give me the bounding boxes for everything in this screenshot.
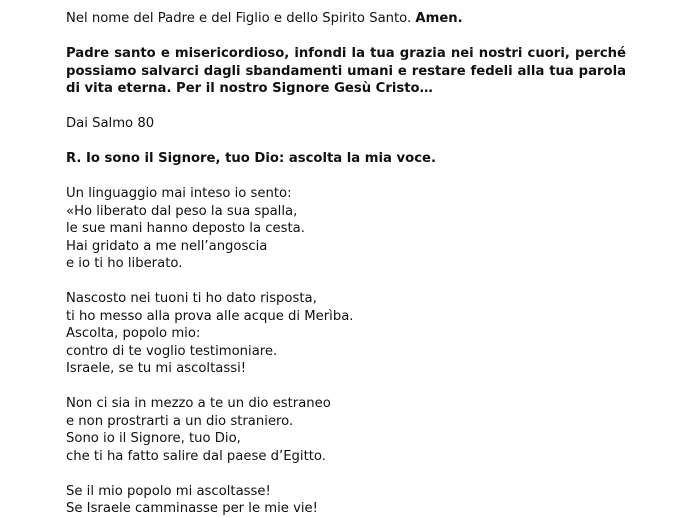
psalm-verse: contro di te voglio testimoniare. bbox=[66, 343, 278, 359]
psalm-stanza-2 bbox=[66, 290, 626, 378]
psalm-verse: Non ci sia in mezzo a te un dio estraneo bbox=[66, 396, 331, 411]
opening-text: Nel nome del Padre e del Figlio e dello Spirito Santo. bbox=[66, 11, 416, 26]
psalm-verse: e non prostrarti a un dio straniero. bbox=[66, 413, 294, 429]
psalm-stanza-1 bbox=[66, 185, 626, 273]
document-page bbox=[66, 10, 626, 518]
psalm-verse: Ascolta, popolo mio: bbox=[66, 326, 201, 341]
psalm-verse: Israele, se tu mi ascoltassi! bbox=[66, 361, 247, 376]
psalm-verse: e io ti ho liberato. bbox=[66, 256, 183, 271]
psalm-verse: Hai gridato a me nell’angoscia bbox=[66, 238, 268, 254]
psalm-refrain: R. Io sono il Signore, tuo Dio: ascolta la mia voce. bbox=[66, 151, 436, 166]
psalm-stanza-3 bbox=[66, 395, 626, 465]
psalm-verse: Se il mio popolo mi ascoltasse! bbox=[66, 483, 271, 499]
psalm-verse: «Ho liberato dal peso la sua spalla, bbox=[66, 203, 298, 219]
psalm-source: Dai Salmo 80 bbox=[66, 116, 155, 131]
psalm-verse: Se Israele camminasse per le mie vie! bbox=[66, 501, 318, 516]
psalm-verse: ti ho messo alla prova alle acque di Merìba. bbox=[66, 308, 354, 324]
psalm-verse: Un linguaggio mai inteso io sento: bbox=[66, 186, 292, 201]
psalm-verse: che ti ha fatto salire dal paese d’Egitto. bbox=[66, 448, 326, 464]
psalm-verse: Nascosto nei tuoni ti ho dato risposta, bbox=[66, 291, 317, 306]
psalm-stanza-4 bbox=[66, 483, 626, 518]
opening-invocation bbox=[66, 10, 626, 28]
opening-prayer: Padre santo e misericordioso, infondi la tua grazia nei nostri cuori, perché possiamo salvarci dagli sbandamenti umani e restare fedeli alla tua parola di vita eterna. Per il nostro Signore Gesù Cristo… bbox=[66, 46, 626, 96]
psalm-verse: le sue mani hanno deposto la cesta. bbox=[66, 221, 305, 236]
psalm-verse: Sono io il Signore, tuo Dio, bbox=[66, 431, 241, 446]
amen-text: Amen. bbox=[415, 11, 463, 26]
